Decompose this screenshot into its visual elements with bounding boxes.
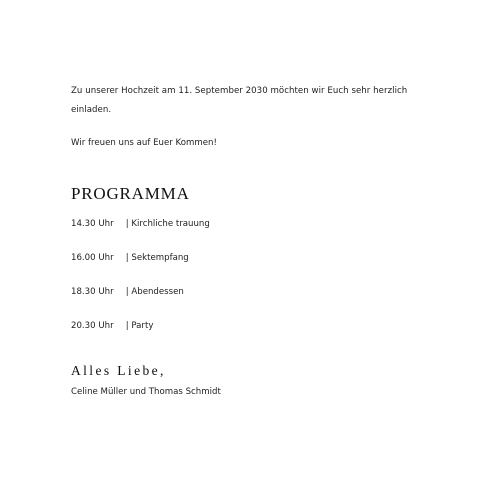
program-item — [71, 284, 184, 300]
program-item-time: 16.00 Uhr — [71, 253, 114, 263]
closing-salutation: Alles Liebe, — [71, 363, 166, 378]
program-item — [71, 318, 153, 334]
program-item-event: | Sektempfang — [125, 253, 189, 263]
program-item-time: 20.30 Uhr — [71, 321, 114, 331]
program-item-time: 18.30 Uhr — [71, 287, 114, 297]
couple-names: Celine Müller und Thomas Schmidt — [71, 387, 221, 397]
program-item-event: | Party — [125, 321, 154, 331]
program-item-event: | Abendessen — [125, 287, 184, 297]
program-item — [71, 216, 210, 232]
invitation-greeting-text: Wir freuen uns auf Euer Kommen! — [71, 138, 217, 148]
program-item-time: 14.30 Uhr — [71, 219, 114, 229]
program-heading: PROGRAMMA — [71, 184, 190, 203]
program-item — [71, 250, 189, 266]
program-item-event: | Kirchliche trauung — [125, 219, 210, 229]
invitation-intro-text: Zu unserer Hochzeit am 11. September 2030 möchten wir Euch sehr herzlich einladen. — [71, 86, 408, 115]
